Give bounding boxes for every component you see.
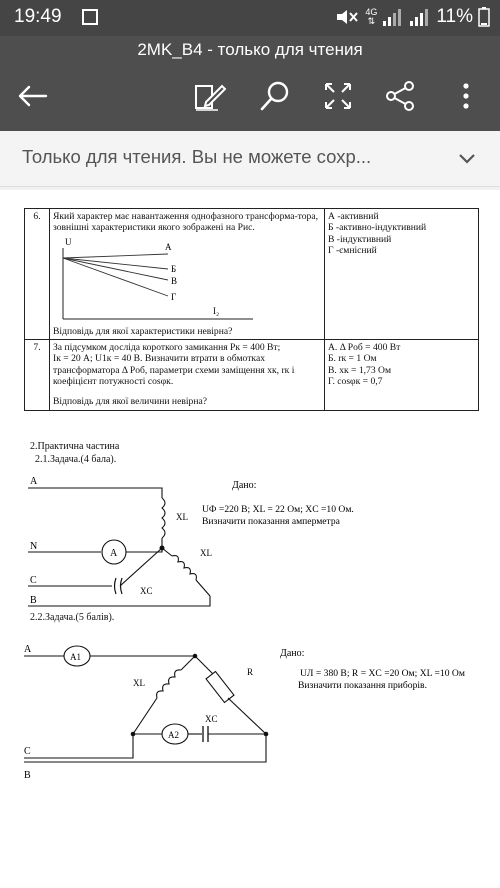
question-prompt: Відповідь для якої характеристики невірна? [53,325,233,337]
back-arrow-icon[interactable] [14,78,50,114]
question-number: 7. [25,339,50,410]
answer-option: Г. cosφк = 0,7 [328,375,383,387]
search-icon[interactable] [258,78,294,114]
task1-circuit [0,468,500,618]
read-only-banner[interactable] [0,131,500,187]
answers-cell [325,209,479,340]
ammeter-label: A [110,548,118,559]
question-text-line: трансформатора Δ Pоб, параметри схеми заміщення xк, rк і [53,364,295,376]
task2-circuit [0,630,500,790]
question-text: Який характер має навантаження однофазного трансформа-тора, зовнішні характеристики якого зображені на Рис. [53,211,318,234]
curve-label-g: Г [171,291,177,302]
answer-option: А -активний [328,211,379,222]
line-label-n: N [30,541,38,552]
question-text-line: Iк = 20 А; U1к = 40 В. Визначити втрати в обмотках [53,353,265,365]
question-row-6 [25,209,479,340]
label-xl: XL [133,678,145,688]
line-label-a: А [30,476,38,487]
question-text-line: За підсумком досліда короткого замикання Pк = 400 Вт; [53,341,281,353]
document-title: 2MK_B4 - только для чтения [137,40,363,59]
capacitor-xc [115,578,123,594]
app-bar [0,36,500,131]
task1-title: 2.1.Задача.(4 бала). [35,454,117,465]
label-xc: XC [205,714,218,724]
mute-icon [334,7,360,27]
label-r: R [247,667,254,677]
question-cell [50,339,325,410]
battery-percent: 11% [436,6,473,27]
question-cell [50,209,325,340]
answers-cell [325,339,479,410]
status-time: 19:49 [14,6,62,27]
label-xl-right: XL [200,548,212,558]
questions-table [24,208,479,411]
task1-given: Дано: [232,480,257,491]
notification-icon [82,9,98,25]
more-vert-icon[interactable] [448,78,484,114]
inductor-xl-right [172,556,196,580]
curve-label-a: А [165,241,172,252]
section-title: 2.Практична частина [30,441,120,452]
status-bar [0,0,500,36]
question-row-7 [25,339,479,410]
line-label-b: В [30,595,37,606]
characteristics-graph [53,234,315,326]
question-number: 6. [25,209,50,340]
fullscreen-icon[interactable] [320,78,356,114]
answer-option: Б. rк = 1 Ом [328,353,377,365]
share-icon[interactable] [382,78,418,114]
resistor-r [206,671,234,702]
inductor-xl [157,670,181,698]
task2-title: 2.2.Задача.(5 балів). [30,612,115,623]
signal-icon [382,7,404,27]
battery-icon [478,7,490,27]
label-xl-top: XL [176,512,188,522]
task2-values: UЛ = 380 В; R = XC =20 Ом; XL =10 Ом [300,668,465,679]
label-xc: XC [140,586,153,596]
task2-given: Дано: [280,648,305,659]
answer-option: В -індуктивний [328,233,392,245]
network-type: 4G ⇅ [365,7,378,26]
answer-option: А. Δ Pоб = 400 Вт [328,341,401,353]
graph-x-label: I₂ [213,305,220,316]
curve-label-v: В [171,275,178,286]
line-label-b: В [24,770,31,781]
read-only-message: Только для чтения. Вы не можете сохр... [22,146,372,167]
question-text-line: коефіцієнт потужності cosφк. [53,375,174,387]
capacitor-xc [203,726,208,742]
task1-values: UФ =220 В; XL = 22 Ом; XC =10 Ом. [202,504,354,515]
graph-y-label: U [65,236,72,247]
line-label-c: С [30,575,37,586]
answer-option: Г -ємнісний [328,244,377,256]
task2-instruction: Визначити показання приборів. [298,680,427,691]
curve-label-b: Б [171,263,177,274]
line-label-a: А [24,644,32,655]
ammeter-a2-label: A2 [168,730,179,740]
answer-option: В. xк = 1,73 Ом [328,364,392,376]
edit-pen-icon[interactable] [192,78,228,114]
inductor-xl-top [162,498,165,538]
document-page [0,190,500,888]
chevron-down-icon[interactable] [456,148,478,170]
line-label-c: С [24,746,31,757]
answer-option: Б -активно-індуктивний [328,222,427,234]
question-prompt: Відповідь для якої величини невірна? [53,396,207,408]
task1-instruction: Визначити показання амперметра [202,516,340,527]
ammeter-a1-label: A1 [70,652,81,662]
signal-icon-2 [409,7,431,27]
